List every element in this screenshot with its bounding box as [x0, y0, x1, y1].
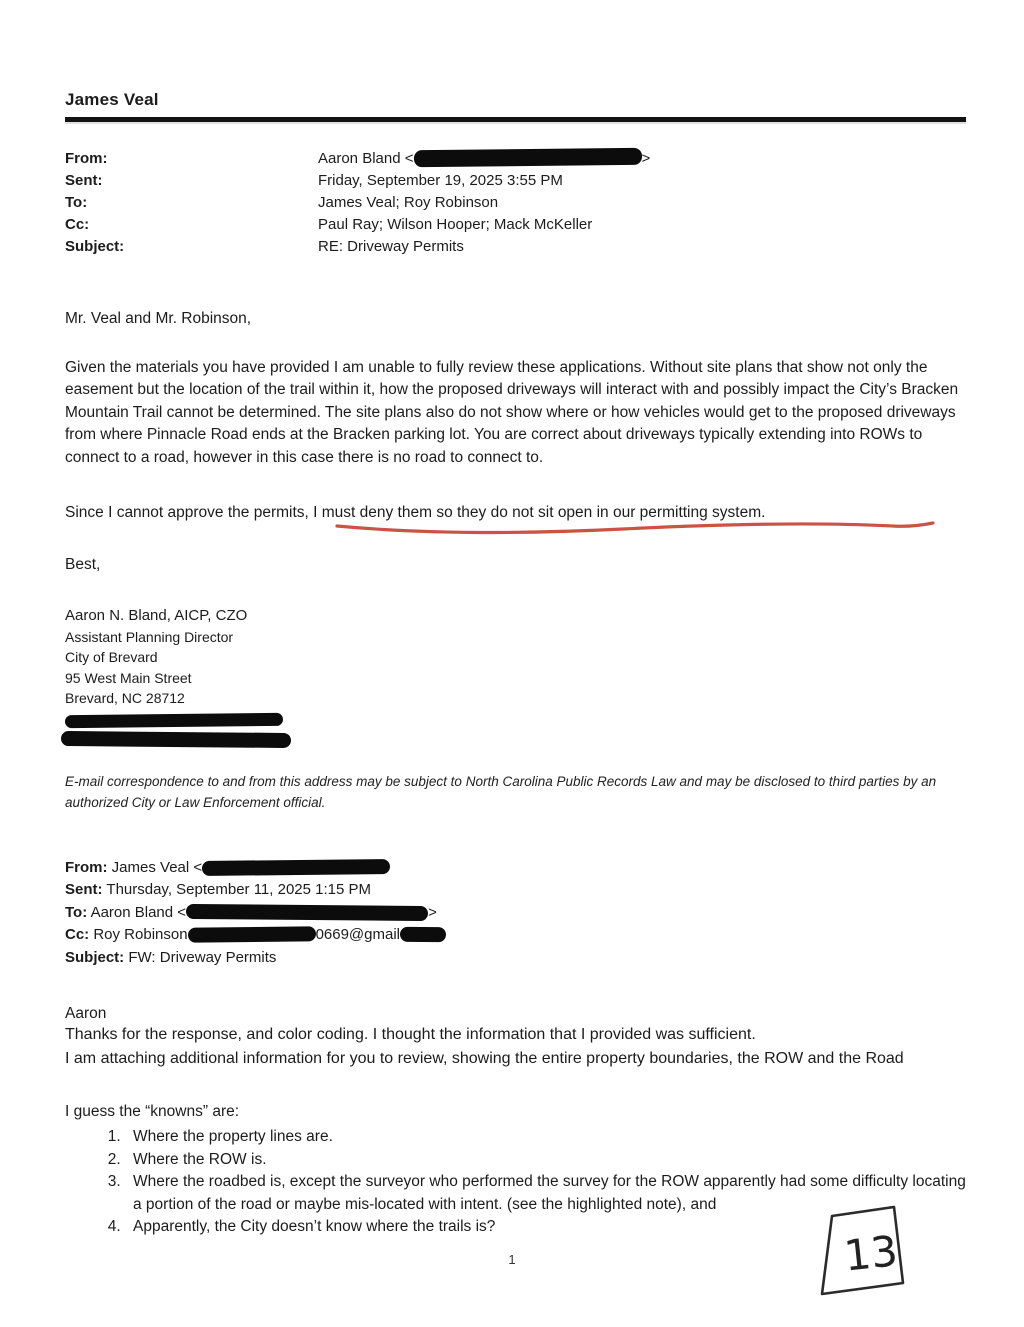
signature-title: Assistant Planning Director: [65, 628, 234, 645]
redaction-bar: [187, 926, 315, 942]
signature-city: Brevard, NC 28712: [65, 690, 185, 706]
sent-label: Sent:: [65, 172, 103, 189]
public-records-disclaimer: E-mail correspondence to and from this address may be subject to North Carolina Public Records Law and may be disclosed to third parties by an authorized City or Law Enforcement official.: [65, 773, 937, 810]
email2-sent-line: Sent: Thursday, September 11, 2025 1:15 PM: [65, 881, 372, 898]
list-item: 4. Apparently, the City doesn’t know where the trails is?: [125, 1216, 966, 1239]
email1-signature: [65, 606, 966, 747]
list-item: 2. Where the ROW is.: [125, 1149, 966, 1172]
from-label: From:: [65, 150, 108, 167]
email2-cc-line: Cc: Roy Robinson 0669@gmail: [65, 924, 966, 947]
from-value: Aaron Bland < >: [318, 148, 966, 170]
to-value: James Veal; Roy Robinson: [318, 194, 499, 211]
email1-header-block: [65, 148, 966, 258]
red-pen-underline: [333, 519, 937, 537]
signature-org: City of Brevard: [65, 649, 158, 665]
page-title: James Veal: [65, 90, 159, 109]
header-divider: [65, 117, 966, 122]
cc-value: Paul Ray; Wilson Hooper; Mack McKeller: [318, 216, 593, 233]
handwritten-13: 13: [841, 1226, 900, 1281]
email2-thanks-line: Thanks for the response, and color coding. I thought the information that I provided was sufficient.: [65, 1026, 756, 1043]
email2-subject-line: Subject: FW: Driveway Permits: [65, 948, 277, 966]
sent-value: Friday, September 19, 2025 3:55 PM: [318, 172, 563, 189]
list-item: 3. Where the roadbed is, except the surveyor who performed the survey for the ROW apparently had some difficulty locating a portion of the road or maybe mis-located with intent. (see the highlighted note), and: [125, 1171, 966, 1216]
email2-salutation: Aaron: [65, 1005, 107, 1022]
subject-label: Subject:: [65, 238, 125, 255]
to-label: To:: [65, 194, 88, 211]
list-item: 1. Where the property lines are.: [125, 1126, 966, 1149]
cc-label: Cc:: [65, 216, 90, 233]
redaction-bar: [186, 903, 428, 920]
subject-value: RE: Driveway Permits: [318, 238, 464, 255]
redaction-bar: [400, 927, 446, 942]
email1-closing: Best,: [65, 555, 101, 573]
email2-header-block: [65, 857, 966, 970]
email1-deny-sentence: Since I cannot approve the permits, I must deny them so they do not sit open in our permitting system.: [65, 502, 966, 525]
page-number: 1: [508, 1252, 516, 1267]
redacted-email: [61, 730, 291, 747]
signature-redactions: [65, 714, 966, 747]
email2-to-line: To: Aaron Bland < >: [65, 903, 437, 921]
redacted-phone: [65, 712, 283, 727]
handwritten-page-note: [810, 1203, 910, 1303]
signature-name: Aaron N. Bland, AICP, CZO: [65, 607, 248, 624]
email1-salutation: Mr. Veal and Mr. Robinson,: [65, 310, 252, 327]
email2-attach-line: I am attaching additional information for you to review, showing the entire property boundaries, the ROW and the Road: [65, 1049, 904, 1067]
email1-paragraph: Given the materials you have provided I am unable to fully review these applications. Without site plans that show not only the easement but the location of the trail within it, how the proposed driveways will interact with and possibly impact the City’s Bracken Mountain Trail cannot be determined. The site plans also do not show where or how vehicles would get to the proposed driveways from where Pinnacle Road ends at the Bracken parking lot. You are correct about driveways typically extending into ROWs to connect to a road, however in this case there is no road to connect to.: [65, 358, 959, 466]
knowns-intro: I guess the “knowns” are:: [65, 1103, 240, 1120]
email2-from-line: From: James Veal <: [65, 857, 966, 880]
redaction-bar: [413, 148, 641, 167]
signature-street: 95 West Main Street: [65, 669, 192, 686]
partially-visible-email: 0669@gmail: [315, 926, 401, 943]
redaction-bar: [202, 859, 390, 876]
